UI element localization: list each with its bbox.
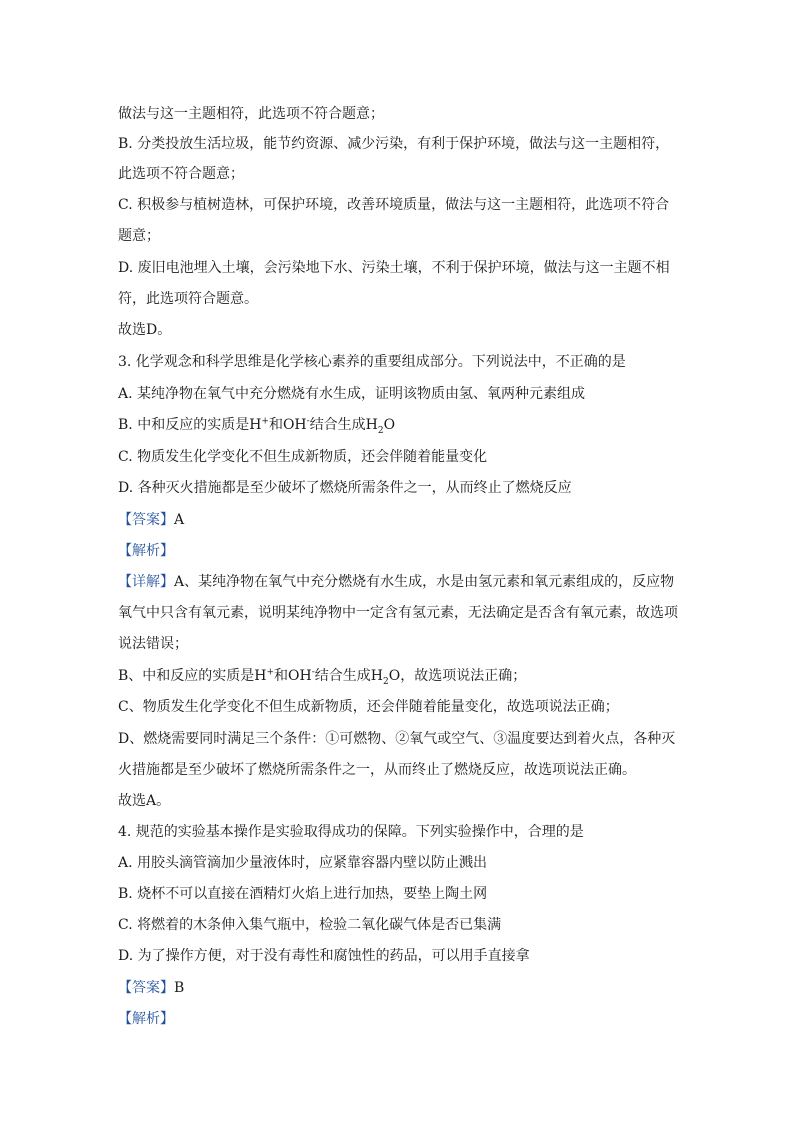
question-4-answer xyxy=(118,978,678,998)
text-line: C. 积极参与植树造林，可保护环境，改善环境质量，做法与这一主题相符，此选项不符合 xyxy=(118,197,670,213)
analysis-tag: 【解析】 xyxy=(118,1011,174,1027)
question-3-detail-d: 火措施都是至少破坏了燃烧所需条件之一，从而终止了燃烧反应，故选项说法正确。 xyxy=(118,762,636,778)
question-3-answer xyxy=(118,510,678,530)
answer-value: A xyxy=(174,512,185,528)
question-3-detail-line: 氧气中只含有氧元素，说明某纯净物中一定含有氢元素，无法确定是否含有氧元素，故选项 xyxy=(118,605,678,621)
text-line: D. 废旧电池埋入土壤，会污染地下水、污染土壤，不利于保护环境，做法与这一主题不相 xyxy=(118,260,670,276)
question-3-detail-b: B、中和反应的实质是H+和OH-结合生成$H_2O$，故选项说法正确； xyxy=(118,667,527,687)
question-3-detail-c: C、物质发生化学变化不但生成新物质，还会伴随着能量变化，故选项说法正确； xyxy=(118,699,619,715)
text-line: 符，此选项符合题意。 xyxy=(118,291,258,307)
answer-value: B xyxy=(174,980,185,996)
question-4-option-d: D. 为了操作方便，对于没有毒性和腐蚀性的药品，可以用手直接拿 xyxy=(118,948,530,964)
question-3-detail-line: 【详解】A、某纯净物在氧气中充分燃烧有水生成，水是由氢元素和氧元素组成的，反应物 xyxy=(118,574,675,590)
text-line: 做法与这一主题相符，此选项不符合题意； xyxy=(118,106,384,122)
detail-tag: 【详解】 xyxy=(118,574,174,590)
question-4-option-b: B. 烧杯不可以直接在酒精灯火焰上进行加热，要垫上陶土网 xyxy=(118,886,488,902)
question-4-option-c: C. 将燃着的木条伸入集气瓶中，检验二氧化碳气体是否已集满 xyxy=(118,917,502,933)
text-line: 此选项不符合题意； xyxy=(118,166,244,182)
answer-tag: 【答案】 xyxy=(118,512,174,528)
analysis-tag: 【解析】 xyxy=(118,543,174,559)
question-3-option-d: D. 各种灭火措施都是至少破坏了燃烧所需条件之一，从而终止了燃烧反应 xyxy=(118,480,572,496)
question-3-detail-d: D、燃烧需要同时满足三个条件：①可燃物、②氧气或空气、③温度要达到着火点，各种灭 xyxy=(118,731,676,747)
question-3-stem: 3. 化学观念和科学思维是化学核心素养的重要组成部分。下列说法中，不正确的是 xyxy=(118,354,626,370)
text-line: 故选D。 xyxy=(118,322,172,338)
question-3-option-c: C. 物质发生化学变化不但生成新物质，还会伴随着能量变化 xyxy=(118,449,488,465)
text-line: 题意； xyxy=(118,228,160,244)
question-4-option-a: A. 用胶头滴管滴加少量液体时，应紧靠容器内壁以防止溅出 xyxy=(118,855,488,871)
question-3-analysis xyxy=(118,541,678,561)
question-3-option-a: A. 某纯净物在氧气中充分燃烧有水生成，证明该物质由氢、氧两种元素组成 xyxy=(118,386,586,402)
question-4-analysis xyxy=(118,1009,678,1029)
question-4-stem: 4. 规范的实验基本操作是实验取得成功的保障。下列实验操作中，合理的是 xyxy=(118,824,584,840)
question-3-option-b: B. 中和反应的实质是H+和OH-结合生成$H_2O$ xyxy=(118,416,396,436)
answer-tag: 【答案】 xyxy=(118,980,174,996)
text-line: B. 分类投放生活垃圾，能节约资源、减少污染，有利于保护环境，做法与这一主题相符， xyxy=(118,136,670,152)
question-3-conclusion: 故选A。 xyxy=(118,793,171,809)
question-3-detail-line: 说法错误； xyxy=(118,636,188,652)
